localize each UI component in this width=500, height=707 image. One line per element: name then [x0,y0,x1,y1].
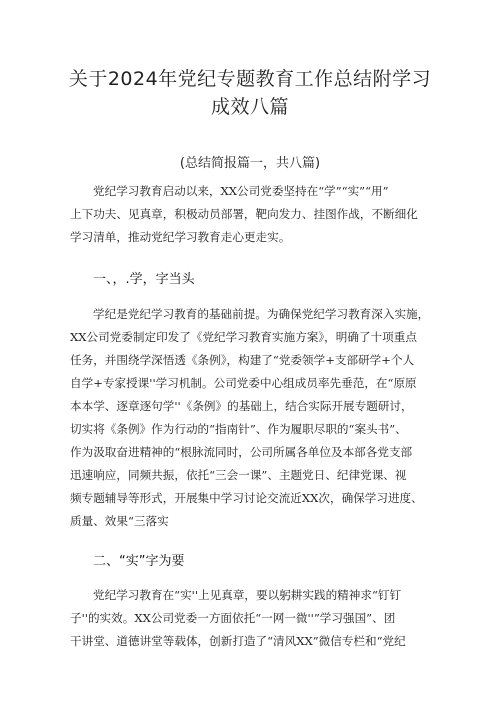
intro-line-1: 党纪学习教育启动以来，XX公司党委坚持在“学”“实”“用” [93,184,389,198]
section1-line-2: XX公司党委制定印发了《党纪学习教育实施方案》，明确了十项重点 [70,330,417,344]
section2-line-3: 干讲堂、道德讲堂等载体，创新打造了“清风XX”微信专栏和“党纪 [70,634,406,648]
section-heading-1: 一、，.学，字当头 [93,272,195,287]
section1-line-1: 学纪是党纪学习教育的基础前提。为确保党纪学习教育深入实施， [93,307,430,321]
section2-line-1: 党纪学习教育在“实''上见真章，要以躬耕实践的精神求“钉钉 [93,588,402,602]
section2-line-2: 子''的实效。XX公司党委一方面依托“一网一微''”学习强国”、团 [70,611,396,625]
section1-line-8: 迅速响应，同频共振，依托“三会一课”、主题党日、纪律党课、视 [70,468,407,482]
section1-line-10: 质量、效果“三落实 [70,514,169,528]
intro-line-2: 上下功夫、见真章，积极动员部署，靶向发力、挂图作战，不断细化 [70,207,418,221]
section-heading-2: 二、“实”字为要 [93,554,185,569]
section1-line-6: 切实将《条例》作为行动的“指南针”、作为履职尽职的“案头书”、 [70,422,407,436]
document-title-line-1: 关于2024年党纪专题教育工作总结附学习 [68,68,432,90]
section1-line-5: 本本学、逐章逐句学''《条例》的基础上，结合实际开展专题研讨， [70,399,413,413]
document-title-line-2: 成效八篇 [210,96,289,118]
document-subtitle: (总结简报篇一，共八篇) [179,156,321,171]
section1-line-3: 任务，并围绕学深悟透《条例》，构建了“党委领学+支部研学+个人 [70,353,415,367]
intro-line-3: 学习清单，推动党纪学习教育走心更走实。 [70,230,291,244]
section1-line-4: 自学+专家授课''学习机制。公司党委中心组成员率先垂范，在“原原 [70,376,417,390]
section1-line-9: 频专题辅导等形式，开展集中学习讨论交流近XX次，确保学习进度、 [70,491,423,505]
section1-line-7: 作为汲取奋进精神的“根脉流同时，公司所属各单位及本部各党支部 [70,445,413,459]
